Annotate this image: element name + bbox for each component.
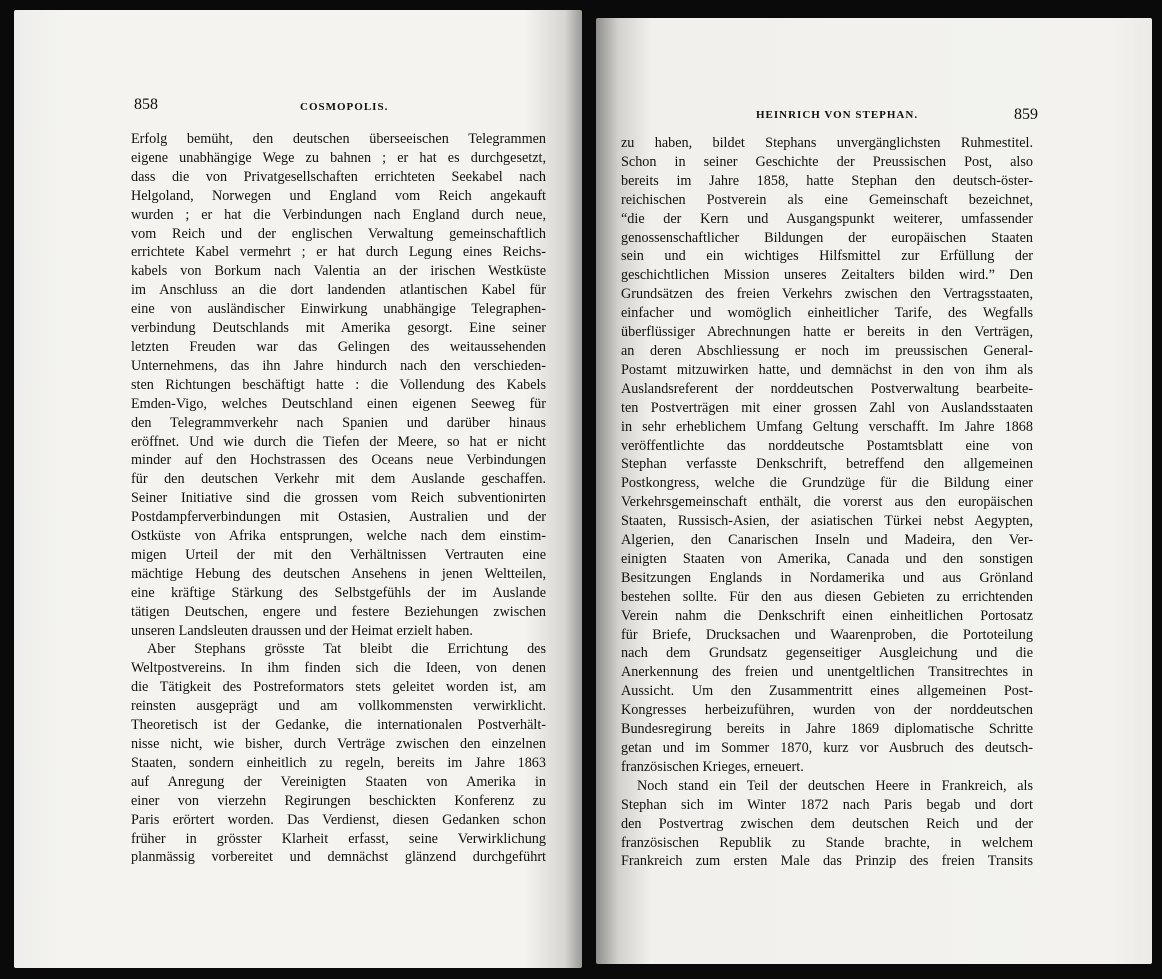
text-line: Aber Stephans grösste Tat bleibt die Errichtung des xyxy=(147,641,546,658)
text-line: Auslandsreferent der norddeutschen Postverwaltung bearbeite- xyxy=(621,380,1033,397)
text-line: nisse nicht, wie bisher, durch Verträge zwischen den einzelnen xyxy=(131,736,546,752)
text-line: eigene unabhängige Wege zu bahnen ; er hat es durchgesetzt, xyxy=(131,149,546,166)
text-line: Postkongress, welche die Grundzüge für die Bildung einer xyxy=(621,475,1033,492)
text-line: auf Anregung der Vereinigten Staaten von Amerika in xyxy=(131,773,546,790)
text-line: bereits im Jahre 1858, hatte Stephan den deutsch-öster- xyxy=(621,172,1033,189)
text-line: einfacher und womöglich einheitlicher Tarife, des Wegfalls xyxy=(621,305,1033,322)
text-line: geschichtlichen Mission unseres Zeitalters bilden wird.” Den xyxy=(621,267,1033,284)
text-line: reichischen Postverein als eine Gemeinschaft bezeichnet, xyxy=(621,191,1033,208)
text-line: tätigen Deutschen, engere und festere Beziehungen zwischen xyxy=(131,603,546,620)
text-line: zu haben, bildet Stephans unvergänglichsten Ruhmestitel. xyxy=(621,135,1033,151)
text-line: vom Reich und der englischen Verwaltung gemeinschaftlich xyxy=(131,225,546,242)
text-line: französischen Krieges, erneuert. xyxy=(621,758,804,775)
text-line: Emden-Vigo, welches Deutschland einen eigenen Seeweg für xyxy=(131,395,546,412)
text-line: sten Richtungen beschäftigt hatte : die Vollendung des Kabels xyxy=(131,376,546,393)
text-line: in sehr erheblichem Umfang Geltung verschafft. Im Jahre 1868 xyxy=(621,418,1033,435)
text-line: einigten Staaten von Amerika, Canada und den sonstigen xyxy=(621,550,1033,567)
text-line: französischen Republik zu Stande brachte, in welchem xyxy=(621,834,1033,851)
text-line: veröffentlichte das norddeutsche Postamtsblatt eine von xyxy=(621,437,1033,454)
body-text xyxy=(621,134,1033,871)
text-line: Postamt mitzuwirken hatte, und demnächst in den von ihm als xyxy=(621,361,1033,378)
text-line: eine von ausländischer Einwirkung unabhängige Telegraphen- xyxy=(131,301,546,318)
text-line: letzten Freuden war das Gelingen des weitaussehenden xyxy=(131,338,546,355)
page-number: 859 xyxy=(1014,106,1038,123)
text-line: ten Postverträgen mit einer grossen Zahl von Auslandsstaaten xyxy=(621,399,1033,416)
text-line: errichtete Kabel vermehrt ; er hat durch Legung eines Reichs- xyxy=(131,244,546,261)
text-line: Postdampferverbindungen mit Ostasien, Australien und der xyxy=(131,509,546,526)
right-page xyxy=(596,18,1152,964)
text-line: Staaten, Russisch-Asien, der asiatischen Türkei nebst Aegypten, xyxy=(621,513,1033,530)
text-line: Helgoland, Norwegen und England vom Reich angekauft xyxy=(131,187,546,204)
left-page xyxy=(14,10,582,968)
text-line: Ostküste von Afrika entsprungen, welche nach dem einstim- xyxy=(131,528,546,545)
text-line: Aussicht. Um den Zusammentritt eines allgemeinen Post- xyxy=(621,683,1033,700)
text-line: an deren Abschliessung er noch im preussischen General- xyxy=(621,342,1033,359)
text-line: eröffnet. Und wie durch die Tiefen der Meere, so hat er nicht xyxy=(131,433,546,450)
text-line: die Tätigkeit des Postreformators stets geleitet worden ist, am xyxy=(131,679,546,696)
text-line: im Anschluss an die dort landenden atlantischen Kabel für xyxy=(131,282,546,299)
text-line: Paris erörtert worden. Das Verdienst, diesen Gedanken schon xyxy=(131,811,546,828)
text-line: Stephan verfasste Denkschrift, betreffend den allgemeinen xyxy=(621,456,1033,473)
text-line: getan und im Sommer 1870, kurz vor Ausbruch des deutsch- xyxy=(621,740,1033,756)
text-line: für den deutschen Verkehr mit dem Auslande geschaffen. xyxy=(131,471,546,488)
text-line: “die der Kern und Ausgangspunkt weiterer, umfassender xyxy=(621,210,1033,227)
text-line: einer von vierzehn Regirungen beschickten Konferenz zu xyxy=(131,792,546,809)
text-line: dass die von Privatgesellschaften errichteten Seekabel nach xyxy=(131,168,546,185)
text-line: Stephan sich im Winter 1872 nach Paris begab und dort xyxy=(621,796,1033,813)
text-line: Theoretisch ist der Gedanke, die internationalen Postverhält- xyxy=(131,717,546,734)
text-line: Verkehrsgemeinschaft enthält, die vorerst aus den europäischen xyxy=(621,494,1033,511)
text-line: planmässig vorbereitet und demnächst glänzend durchgeführt xyxy=(131,849,546,866)
text-line: mächtige Hebung des deutschen Ansehens in jenen Weltteilen, xyxy=(131,565,546,582)
text-line: für Briefe, Drucksachen und Waarenproben, die Portoteilung xyxy=(621,626,1033,643)
text-line: Bundesregirung bereits in Jahre 1869 diplomatische Schritte xyxy=(621,721,1033,738)
text-line: kabels von Borkum nach Valentia an der irischen Westküste xyxy=(131,263,546,280)
text-line: überflüssiger Abrechnungen hatte er bereits in den Verträgen, xyxy=(621,324,1033,341)
text-line: Verein nahm die Denkschrift einen einheitlichen Portosatz xyxy=(621,607,1033,624)
text-line: migen Urteil der mit den Verhältnissen Vertrauten eine xyxy=(131,546,546,563)
text-line: Erfolg bemüht, den deutschen überseeischen Telegrammen xyxy=(131,131,546,147)
text-line: früher in grösster Klarheit erfasst, seine Verwirklichung xyxy=(131,830,546,847)
text-line: Frankreich zum ersten Male das Prinzip des freien Transits xyxy=(621,853,1033,870)
text-line: bestehen sollte. Für den aus diesen Gebieten zu errichtenden xyxy=(621,588,1033,605)
text-line: Kongresses herbeizuführen, wurden von der norddeutschen xyxy=(621,702,1033,719)
text-line: den Telegrammverkehr nach Spanien und darüber hinaus xyxy=(131,414,546,431)
text-line: verbindung Deutschlands mit Amerika gesorgt. Eine seiner xyxy=(131,320,546,337)
text-line: wurden ; er hat die Verbindungen nach England durch neue, xyxy=(131,206,546,223)
running-head: HEINRICH VON STEPHAN. xyxy=(756,109,919,121)
page-number: 858 xyxy=(134,96,158,113)
running-head: COSMOPOLIS. xyxy=(300,101,389,113)
text-line: Weltpostvereins. In ihm finden sich die Ideen, von denen xyxy=(131,660,546,677)
text-line: Grundsätzen des freien Verkehrs zwischen den Vertragsstaaten, xyxy=(621,286,1033,303)
text-line: Besitzungen Englands in Nordamerika und aus Grönland xyxy=(621,569,1033,586)
text-line: nach dem Grundsatz gegenseitiger Ausgleichung und die xyxy=(621,645,1033,662)
text-line: Staaten, sondern einheitlich zu regeln, bereits im Jahre 1863 xyxy=(131,754,546,771)
text-line: Seiner Initiative sind die grossen vom Reich subventionirten xyxy=(131,490,546,507)
text-line: reinsten ausgeprägt und am vollkommensten verwirklicht. xyxy=(131,698,546,715)
text-line: Algerien, den Canarischen Inseln und Madeira, den Ver- xyxy=(621,532,1033,549)
text-line: sein und ein wichtiges Hilfsmittel zur Erfüllung der xyxy=(621,248,1033,265)
text-line: den Postvertrag zwischen dem deutschen Reich und der xyxy=(621,815,1033,832)
text-line: eine kräftige Stärkung des Selbstgefühls der im Auslande xyxy=(131,584,546,601)
text-line: Unternehmens, das ihn Jahre hindurch nach den verschieden- xyxy=(131,357,546,374)
body-text xyxy=(131,130,546,867)
text-line: genossenschaftlicher Bildungen der europäischen Staaten xyxy=(621,229,1033,246)
text-line: minder auf den Hochstrassen des Oceans neue Verbindungen xyxy=(131,452,546,469)
text-line: Schon in seiner Geschichte der Preussischen Post, also xyxy=(621,153,1033,170)
text-line: Anerkennung des freien und unentgeltlichen Transitrechtes in xyxy=(621,664,1033,681)
text-line: Noch stand ein Teil der deutschen Heere in Frankreich, als xyxy=(637,777,1033,794)
text-line: unseren Landsleuten draussen und der Heimat erzielt haben. xyxy=(131,622,473,639)
